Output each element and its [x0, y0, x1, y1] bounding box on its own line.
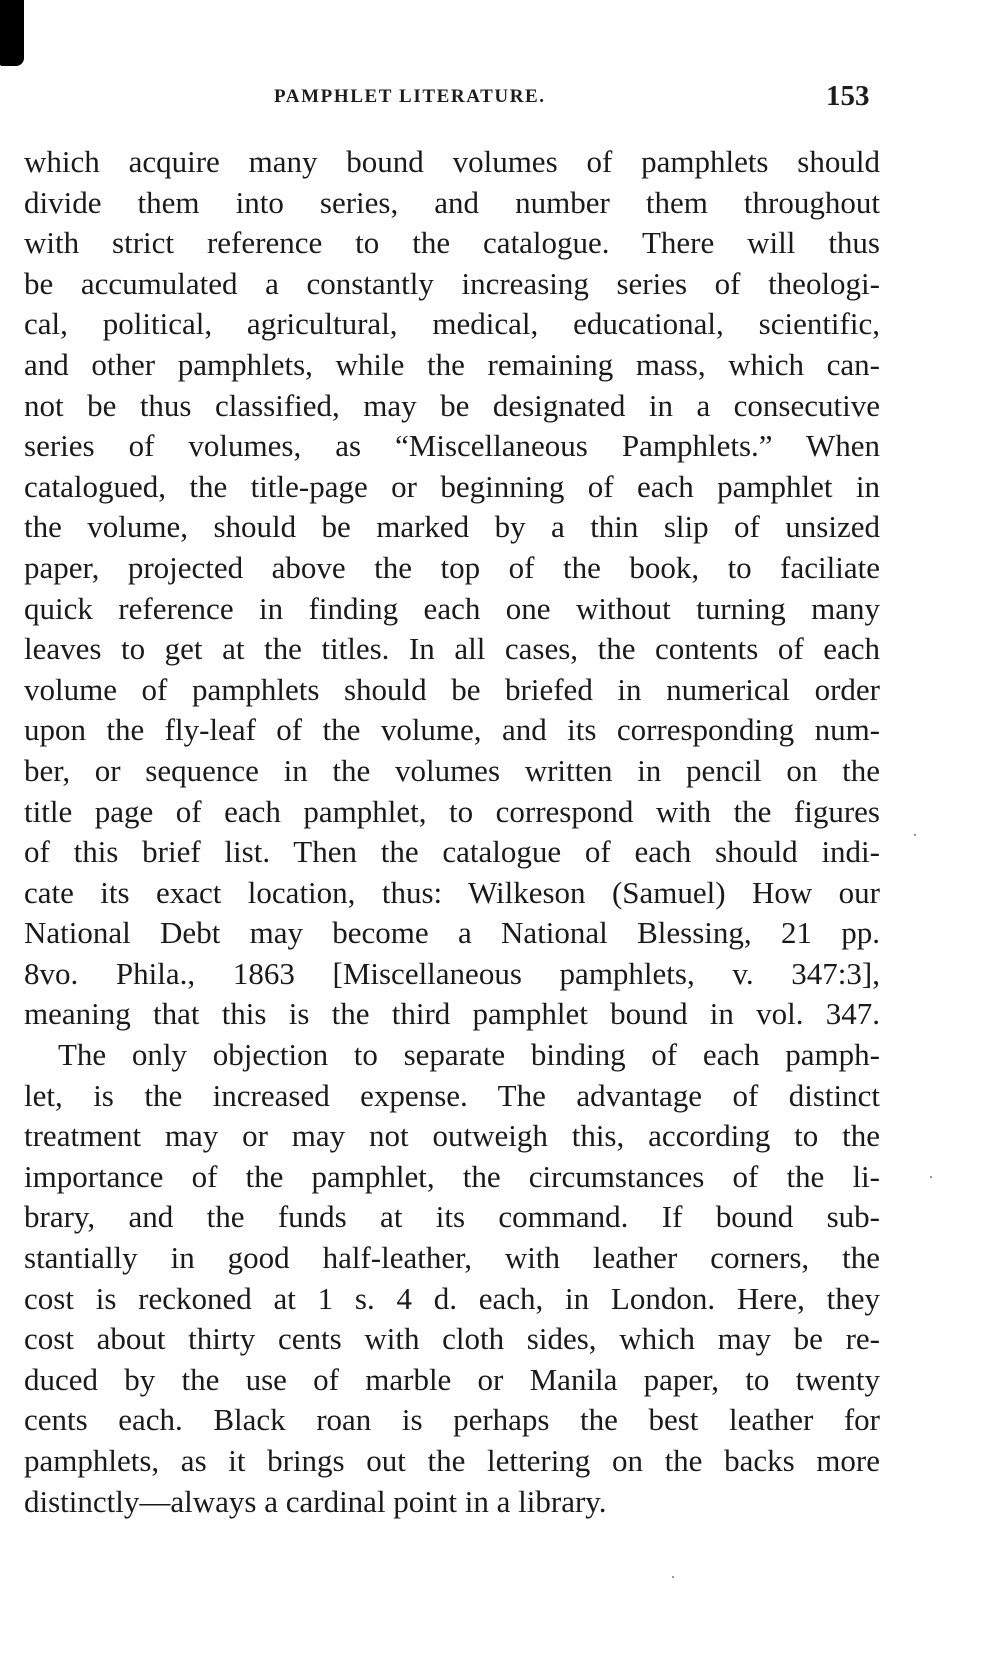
text-line: 8vo. Phila., 1863 [Miscellaneous pamphlets, v. 347:3],: [24, 955, 880, 991]
paragraph-2: [24, 1035, 880, 1522]
text-line: duced by the use of marble or Manila paper, to twenty: [24, 1361, 880, 1397]
text-line: quick reference in finding each one without turning many: [24, 590, 880, 626]
text-line: catalogued, the title-page or beginning of each pamphlet in: [24, 468, 880, 504]
text-line: not be thus classified, may be designated in a consecutive: [24, 387, 880, 423]
text-line: and other pamphlets, while the remaining mass, which can-: [24, 346, 880, 382]
page-number: 153: [826, 80, 870, 112]
text-line: which acquire many bound volumes of pamphlets should: [24, 144, 880, 179]
text-line: upon the fly-leaf of the volume, and its corresponding num-: [24, 712, 880, 748]
text-line: be accumulated a constantly increasing series of theologi-: [24, 265, 880, 301]
text-line: volume of pamphlets should be briefed in numerical order: [24, 671, 880, 707]
running-header: [0, 80, 1000, 116]
text-line: cents each. Black roan is perhaps the best leather for: [24, 1402, 880, 1438]
text-line: pamphlets, as it brings out the lettering on the backs more: [24, 1443, 880, 1478]
text-line: National Debt may become a National Blessing, 21 pp.: [24, 915, 880, 951]
text-line: series of volumes, as “Miscellaneous Pamphlets.” When: [24, 428, 880, 464]
scan-edge-mark: [0, 0, 24, 66]
paper-speck: [930, 1176, 932, 1178]
text-line: treatment may or may not outweigh this, according to the: [24, 1118, 880, 1154]
text-line: cost is reckoned at 1 s. 4 d. each, in London. Here, they: [24, 1280, 880, 1316]
text-line: meaning that this is the third pamphlet bound in vol. 347.: [24, 996, 880, 1032]
text-line: cate its exact location, thus: Wilkeson (Samuel) How our: [24, 874, 880, 910]
text-line: stantially in good half-leather, with leather corners, the: [24, 1240, 880, 1276]
text-line: leaves to get at the titles. In all cases, the contents of each: [24, 631, 880, 667]
text-line: cost about thirty cents with cloth sides, which may be re-: [24, 1321, 880, 1357]
text-line: divide them into series, and number them throughout: [24, 184, 880, 220]
text-line: with strict reference to the catalogue. There will thus: [24, 225, 880, 261]
text-line: The only objection to separate binding of each pamph-: [58, 1037, 880, 1073]
running-title: PAMPHLET LITERATURE.: [274, 86, 546, 107]
text-line: ber, or sequence in the volumes written in pencil on the: [24, 752, 880, 788]
text-line: importance of the pamphlet, the circumstances of the li-: [24, 1158, 880, 1194]
text-line: distinctly—always a cardinal point in a library.: [24, 1483, 607, 1519]
text-line: paper, projected above the top of the book, to faciliate: [24, 549, 880, 585]
text-line: the volume, should be marked by a thin slip of unsized: [24, 509, 880, 545]
paper-speck: [672, 1576, 674, 1578]
text-line: brary, and the funds at its command. If bound sub-: [24, 1199, 880, 1235]
text-line: cal, political, agricultural, medical, educational, scientific,: [24, 306, 880, 342]
text-line: of this brief list. Then the catalogue of each should indi-: [24, 834, 880, 870]
text-line: let, is the increased expense. The advantage of distinct: [24, 1077, 880, 1113]
text-line: title page of each pamphlet, to correspond with the figures: [24, 793, 880, 829]
body-text: [24, 142, 880, 1522]
paragraph-1: [24, 142, 880, 1035]
paper-speck: [914, 834, 916, 836]
